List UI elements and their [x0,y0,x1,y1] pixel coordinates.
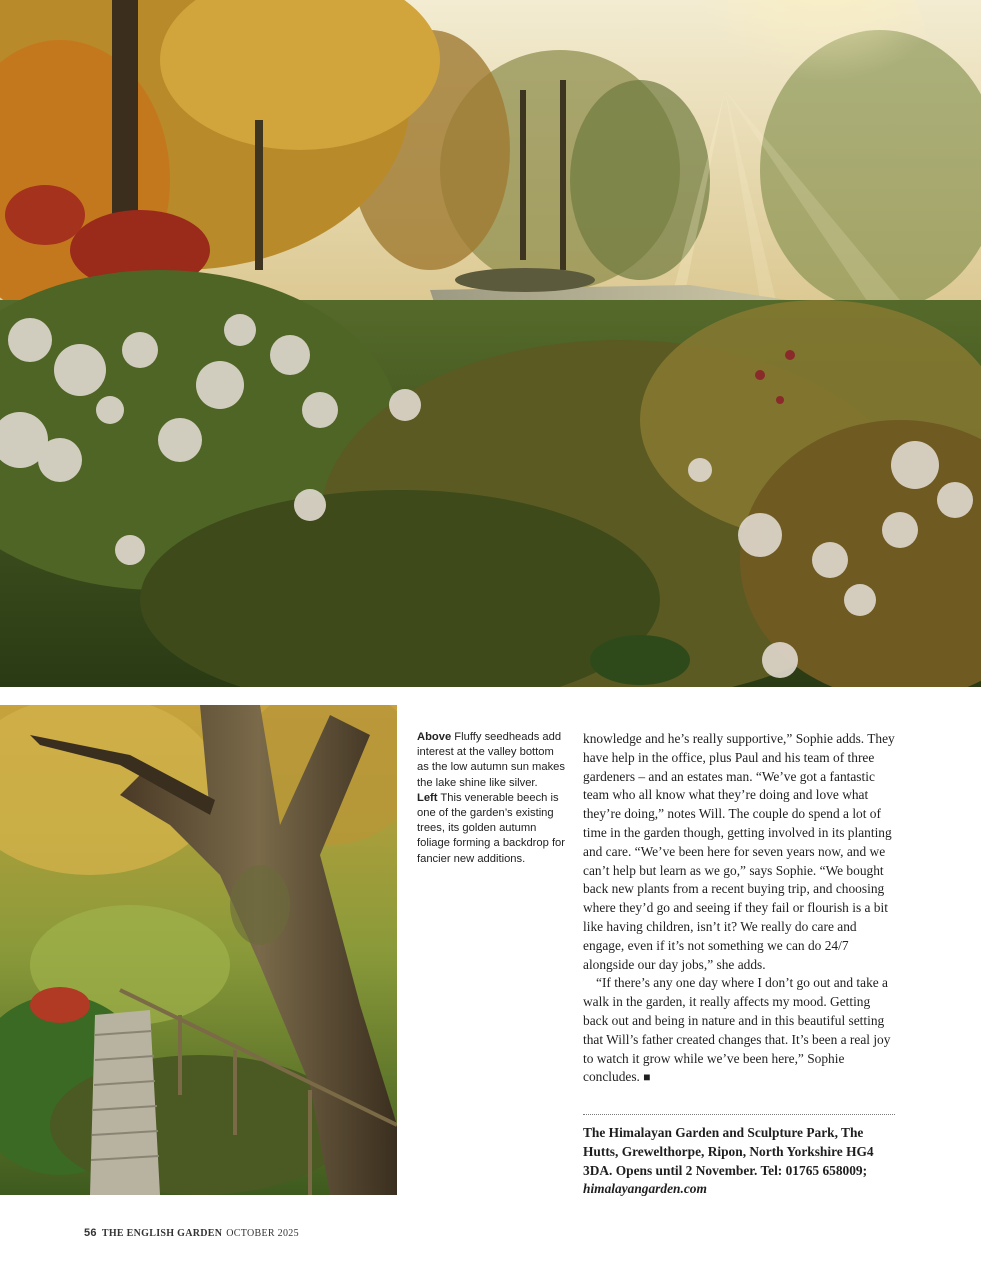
page-number: 56 [84,1227,97,1239]
dotted-divider [583,1114,895,1115]
body-paragraph-2 [583,974,895,1087]
caption-left-label: Left [417,791,438,804]
caption-above-text: Fluffy seedheads add interest at the valley bottom as the low autumn sun makes the lake shine like silver. [417,731,565,789]
photo-caption [417,730,567,867]
article-body [583,730,895,1087]
caption-left [417,791,567,867]
website-link[interactable]: himalayangarden.com [583,1181,707,1197]
caption-above-label: Above [417,731,452,743]
issue-date: OCTOBER 2025 [226,1228,299,1239]
caption-left-text: This venerable beech is one of the garden’s existing trees, its golden autumn foliage forming a backdrop for fancier new additions. [417,791,566,865]
caption-above [417,730,567,791]
beech-tree-photo [0,705,397,1195]
beech-photo-illustration [0,705,397,1195]
end-mark-icon: ■ [643,1070,651,1085]
visitor-info-text: The Himalayan Garden and Sculpture Park, The Hutts, Grewelthorpe, Ripon, North Yorkshire HG4 3DA. Opens until 2 November. Tel: 01765 658009; [583,1125,874,1178]
body-paragraph-2-text: “If there’s any one day where I don’t go out and take a walk in the garden, it really affects my mood. Getting back out and being in nature and in this beautiful setting that Will’s father created changes that. It’s been a real joy to watch it grow while we’ve been here,” Sophie concludes. [583,975,891,1085]
magazine-title: THE ENGLISH GARDEN [101,1228,223,1239]
visitor-info [583,1124,895,1199]
page-footer [84,1227,299,1239]
body-paragraph-1: knowledge and he’s really supportive,” Sophie adds. They have help in the office, plus Paul and his team of three gardeners – and an estates man. “We’ve got a fantastic team who all know what they’re doing and love what they’re doing,” notes Will. The couple do spend a lot of time in the garden though, getting involved in its planting and care. “We’ve been here for seven years now, and we can’t help but learn as we go,” says Sophie. “We bought back new plants from a recent buying trip, and choosing where they’d go and seeing if they fail or flourish is a bit like having children, isn’t it? We really do care and engage, even if it’s not something we can do 24/7 alongside our day jobs,” she adds. [583,731,895,972]
